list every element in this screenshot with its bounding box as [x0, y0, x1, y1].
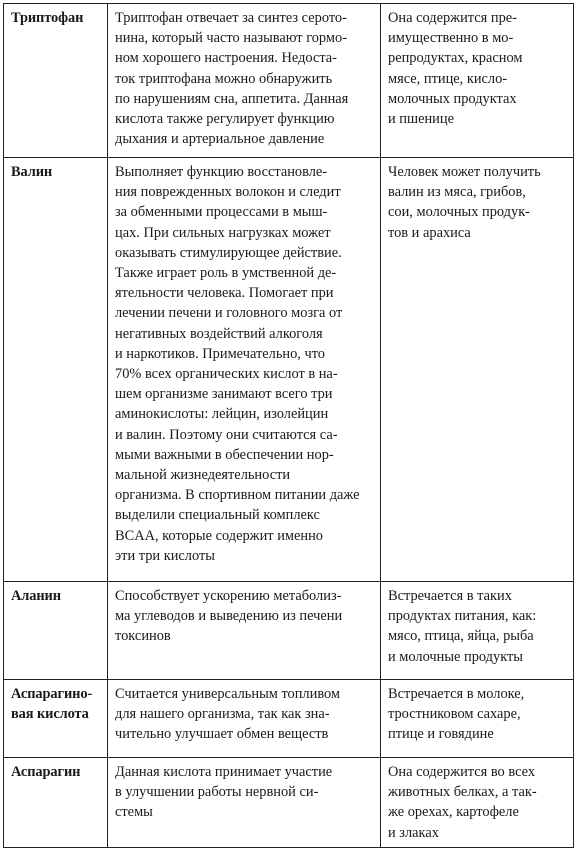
amino-acid-name: Валин — [4, 158, 108, 582]
amino-acid-function: Триптофан отвечает за синтез серото- нина, который часто называют гормо- ном хорошего настроения. Недоста- ток триптофана можно обнаружить по нарушениям сна, аппетита. Данная кислота также регулирует функцию дыхания и артериальное давление — [108, 4, 381, 158]
amino-acid-name: Аспарагин — [4, 758, 108, 848]
amino-acid-name: Аспарагино- вая кислота — [4, 680, 108, 758]
amino-acid-source: Встречается в таких продуктах питания, как: мясо, птица, яйца, рыба и молочные продукты — [381, 582, 574, 680]
table-row — [4, 158, 574, 582]
amino-acid-function: Данная кислота принимает участие в улучшении работы нервной си- стемы — [108, 758, 381, 848]
amino-acid-source: Она содержится во всех животных белках, а так- же орехах, картофеле и злаках — [381, 758, 574, 848]
table-row — [4, 582, 574, 680]
amino-acid-source: Человек может получить валин из мяса, грибов, сои, молочных продук- тов и арахиса — [381, 158, 574, 582]
amino-acid-source: Она содержится пре- имущественно в мо- репродуктах, красном мясе, птице, кисло- молочных продуктах и пшенице — [381, 4, 574, 158]
table-row — [4, 758, 574, 848]
amino-acid-function: Способствует ускорению метаболиз- ма углеводов и выведению из печени токсинов — [108, 582, 381, 680]
table-row — [4, 4, 574, 158]
table-row — [4, 680, 574, 758]
amino-acid-function: Выполняет функцию восстановле- ния поврежденных волокон и следит за обменными процессами в мыш- цах. При сильных нагрузках может оказывать стимулирующее действие. Также играет роль в умственной де- ятельности человека. Помогает при лечении печени и головного мозга от негативных воздействий алкоголя и наркотиков. Примечательно, что 70% всех органических кислот в на- шем организме занимают всего три аминокислоты: лейцин, изолейцин и валин. Поэтому они считаются са- мыми важными в обеспечении нор- мальной жизнедеятельности организма. В спортивном питании даже выделили специальный комплекс BCAA, которые содержит именно эти три кислоты — [108, 158, 381, 582]
amino-acid-name: Аланин — [4, 582, 108, 680]
amino-acid-source: Встречается в молоке, тростниковом сахаре, птице и говядине — [381, 680, 574, 758]
amino-acid-table — [3, 3, 574, 848]
amino-acid-name: Триптофан — [4, 4, 108, 158]
amino-acid-function: Считается универсальным топливом для нашего организма, так как зна- чительно улучшает обмен веществ — [108, 680, 381, 758]
